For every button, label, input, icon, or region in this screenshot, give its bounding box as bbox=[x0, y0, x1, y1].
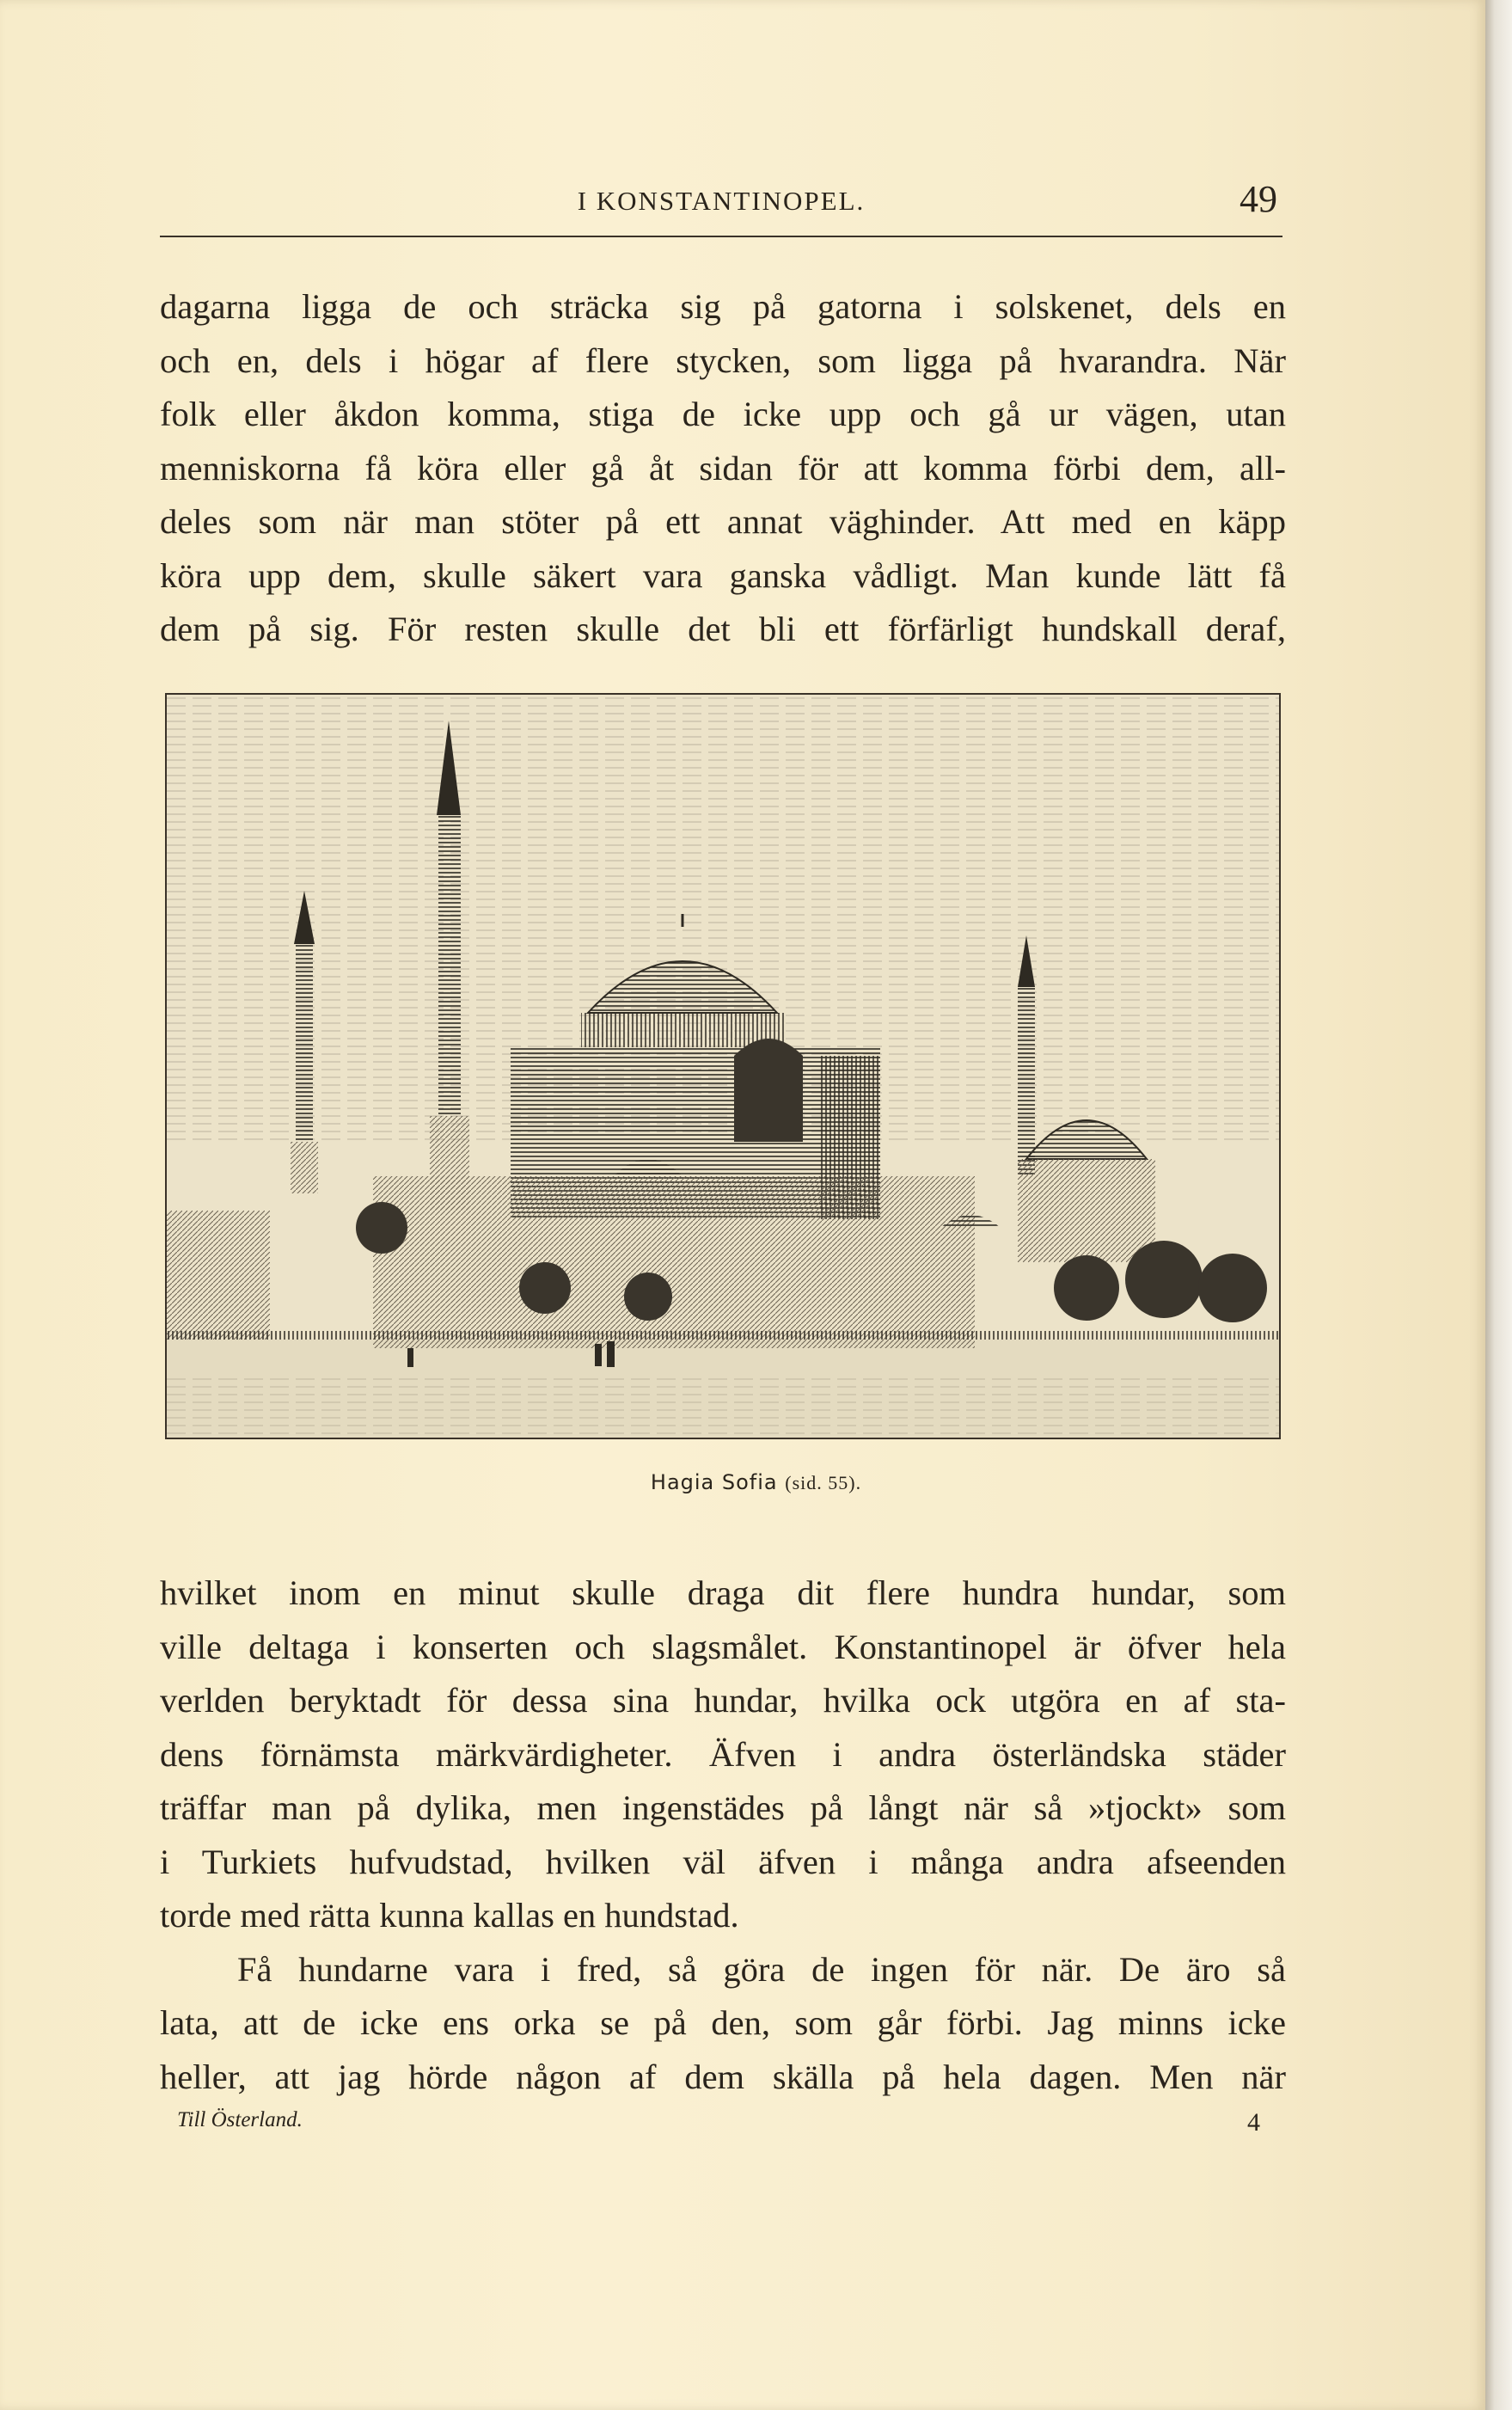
page-edge bbox=[1485, 0, 1512, 2410]
text-line: och en, dels i högar af flere stycken, som ligga på hvarandra. När bbox=[160, 340, 1286, 380]
text-line: ville deltaga i konserten och slagsmålet. Konstantinopel är öfver hela bbox=[160, 1627, 1286, 1666]
paragraph bbox=[160, 1567, 1286, 1943]
text-line: deles som när man stöter på ett annat väghinder. Att med en käpp bbox=[160, 502, 1286, 541]
paragraph bbox=[160, 280, 1286, 657]
caption-reference: (sid. 55). bbox=[785, 1472, 862, 1493]
text-line: lata, att de icke ens orka se på den, som går förbi. Jag minns icke bbox=[160, 2003, 1286, 2042]
text-before-figure bbox=[160, 280, 1286, 657]
text-after-figure bbox=[160, 1567, 1286, 2104]
text-line: folk eller åkdon komma, stiga de icke upp och gå ur vägen, utan bbox=[160, 395, 1286, 433]
header-rule bbox=[160, 236, 1282, 237]
text-line: heller, att jag hörde någon af dem skälla på hela dagen. Men när bbox=[160, 2057, 1286, 2096]
text-line: köra upp dem, skulle säkert vara ganska vådligt. Man kunde lätt få bbox=[160, 555, 1286, 595]
text-line: torde med rätta kunna kallas en hundstad. bbox=[160, 1896, 739, 1935]
text-line: verlden beryktadt för dessa sina hundar, hvilka ock utgöra en af sta- bbox=[160, 1681, 1286, 1720]
text-line: i Turkiets hufvudstad, hvilken väl äfven i många andra afseenden bbox=[160, 1842, 1286, 1881]
paragraph bbox=[160, 1943, 1286, 2105]
text-line: träffar man på dylika, men ingenstädes på långt när så »tjockt» som bbox=[160, 1788, 1286, 1827]
page-number: 49 bbox=[1240, 178, 1277, 220]
text-line: dagarna ligga de och sträcka sig på gatorna i solskenet, dels en bbox=[160, 287, 1286, 326]
page-header bbox=[160, 172, 1282, 241]
sheet-number: 4 bbox=[1247, 2108, 1260, 2137]
text-line: Få hundarne vara i fred, så göra de ingen för när. De äro så bbox=[237, 1949, 1286, 1989]
engraving-illustration bbox=[167, 695, 1279, 1438]
text-line: hvilket inom en minut skulle draga dit flere hundra hundar, som bbox=[160, 1573, 1286, 1612]
page-footer bbox=[177, 2108, 1260, 2143]
text-line: dens förnämsta märkvärdigheter. Äfven i andra österländska städer bbox=[160, 1734, 1286, 1774]
caption-title: Hagia Sofia bbox=[650, 1470, 778, 1494]
text-line: dem på sig. För resten skulle det bli ett förfärligt hundskall deraf, bbox=[160, 610, 1286, 648]
figure-caption bbox=[0, 1470, 1512, 1494]
text-line: menniskorna få köra eller gå åt sidan för att komma förbi dem, all- bbox=[160, 448, 1286, 488]
signature-mark: Till Österland. bbox=[177, 2108, 303, 2131]
hagia-sofia-engraving bbox=[165, 693, 1281, 1439]
running-title: I KONSTANTINOPEL. bbox=[577, 186, 866, 216]
